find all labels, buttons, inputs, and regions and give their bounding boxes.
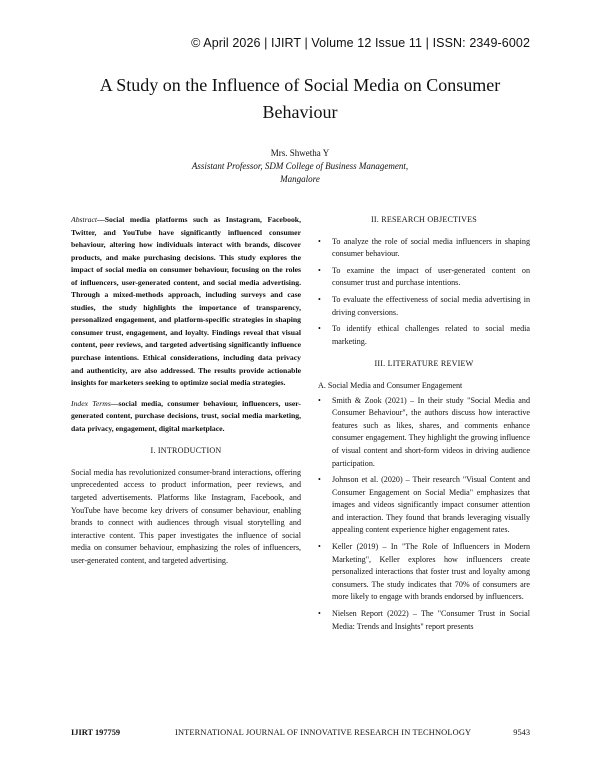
subsection-heading: A. Social Media and Consumer Engagement [318, 380, 463, 390]
literature-list [318, 395, 530, 634]
introduction-text: Social media has revolutionized consumer-brand interactions, offering unprecedented access to product information, peer reviews, and targeted advertisements. Platforms like Instagram, Facebook, and YouTube have become key drivers of consumer behaviour, enabling brands to connect with audiences through visual storytelling and interactive content. This paper investigates the influence of social media on consumer behaviour, emphasizing the roles of influencers, user-generated content, and targeted advertising. [71, 467, 301, 566]
section-heading-literature: III. LITERATURE REVIEW [374, 359, 474, 369]
list-item [318, 236, 530, 261]
paper-title [70, 72, 530, 126]
author-affiliation: Assistant Professor, SDM College of Business Management, [191, 161, 409, 171]
list-item-text: To analyze the role of social media influencers in shaping consumer behaviour. [332, 236, 530, 259]
section-heading-objectives: II. RESEARCH OBJECTIVES [370, 215, 477, 224]
abstract [71, 214, 301, 390]
list-item [318, 265, 530, 290]
abstract-text: —Social media platforms such as Instagram, Facebook, Twitter, and YouTube have significantly influenced consumer behaviour, altering how individuals interact with brands, discover products, and make purchasing decisions. This study explores the impact of social media on consumer behaviour, focusing on the roles of influencers, user-generated content, and social media advertising. Through a mixed-methods approach, including surveys and case studies, the study highlights the importance of transparency, personalized engagement, and platform-specific strategies in shaping consumer trust, engagement, and loyalty. Findings reveal that visual content, peer reviews, and targeted advertising significantly influence purchase intentions. Ethical considerations, including data privacy and authenticity, are also addressed. The results provide actionable insights for marketers seeking to optimize social media strategies. [71, 215, 301, 388]
list-item-text: To evaluate the effectiveness of social media advertising in driving conversions. [332, 294, 530, 317]
author-block [150, 147, 450, 186]
list-item-text: Smith & Zook (2021) – In their study "Social Media and Consumer Behaviour", the authors discuss how interactive features such as likes, shares, and comments enhance consumer engagement. They highlight the growing influence of visual content and short-form videos in driving audience participation. [332, 395, 530, 468]
objectives-list [318, 236, 530, 349]
title-line-1: A Study on the Influence of Social Media on Consumer [99, 75, 501, 95]
author-name: Mrs. Shwetha Y [270, 148, 330, 158]
title-line-2: Behaviour [262, 102, 338, 122]
list-item-text: Johnson et al. (2020) – Their research "Visual Content and Consumer Engagement on Social Media" emphasizes that images and videos significantly impact consumer attention and interaction. They found that brands leveraging visually appealing content experience higher engagement rates. [332, 475, 530, 535]
index-terms-lead: Index Terms [71, 398, 111, 408]
bullet-icon: • [318, 609, 321, 619]
bullet-icon: • [318, 294, 321, 304]
index-terms [71, 398, 301, 436]
journal-header: © April 2026 | IJIRT | Volume 12 Issue 11 | ISSN: 2349-6002 [191, 36, 530, 50]
list-item [318, 541, 530, 604]
bullet-icon: • [318, 542, 321, 552]
list-item [318, 474, 530, 537]
list-item [318, 395, 530, 471]
bullet-icon: • [318, 475, 321, 485]
bullet-icon: • [318, 395, 321, 405]
list-item-text: To examine the impact of user-generated content on consumer trust and purchase intentions. [332, 265, 530, 288]
list-item-text: Keller (2019) – In "The Role of Influencers in Modern Marketing", Keller explores how influencers create personalized interactions that foster trust and loyalty among consumers. The study indicates that 70% of consumers are more likely to engage with brands endorsed by influencers. [332, 542, 530, 602]
right-column [318, 214, 530, 637]
footer-paper-id: IJIRT 197759 [71, 728, 121, 737]
bullet-icon: • [318, 236, 321, 246]
footer-journal-name: INTERNATIONAL JOURNAL OF INNOVATIVE RESEARCH IN TECHNOLOGY [175, 728, 472, 737]
page-number: 9543 [513, 728, 530, 737]
section-heading-introduction: I. INTRODUCTION [150, 446, 222, 456]
bullet-icon: • [318, 324, 321, 334]
list-item [318, 323, 530, 348]
author-location: Mangalore [280, 174, 320, 184]
list-item [318, 294, 530, 319]
list-item-text: Nielsen Report (2022) – The "Consumer Trust in Social Media: Trends and Insights" report presents [332, 609, 530, 631]
list-item [318, 608, 530, 633]
bullet-icon: • [318, 265, 321, 275]
abstract-lead: Abstract [71, 215, 98, 224]
list-item-text: To identify ethical challenges related to social media marketing. [332, 324, 530, 346]
page-footer [71, 728, 530, 740]
left-column [71, 214, 301, 568]
index-terms-text: —social media, consumer behaviour, influencers, user-generated content, purchase decisions, trust, social media marketing, data privacy, engagement, digital marketplace. [71, 398, 301, 433]
